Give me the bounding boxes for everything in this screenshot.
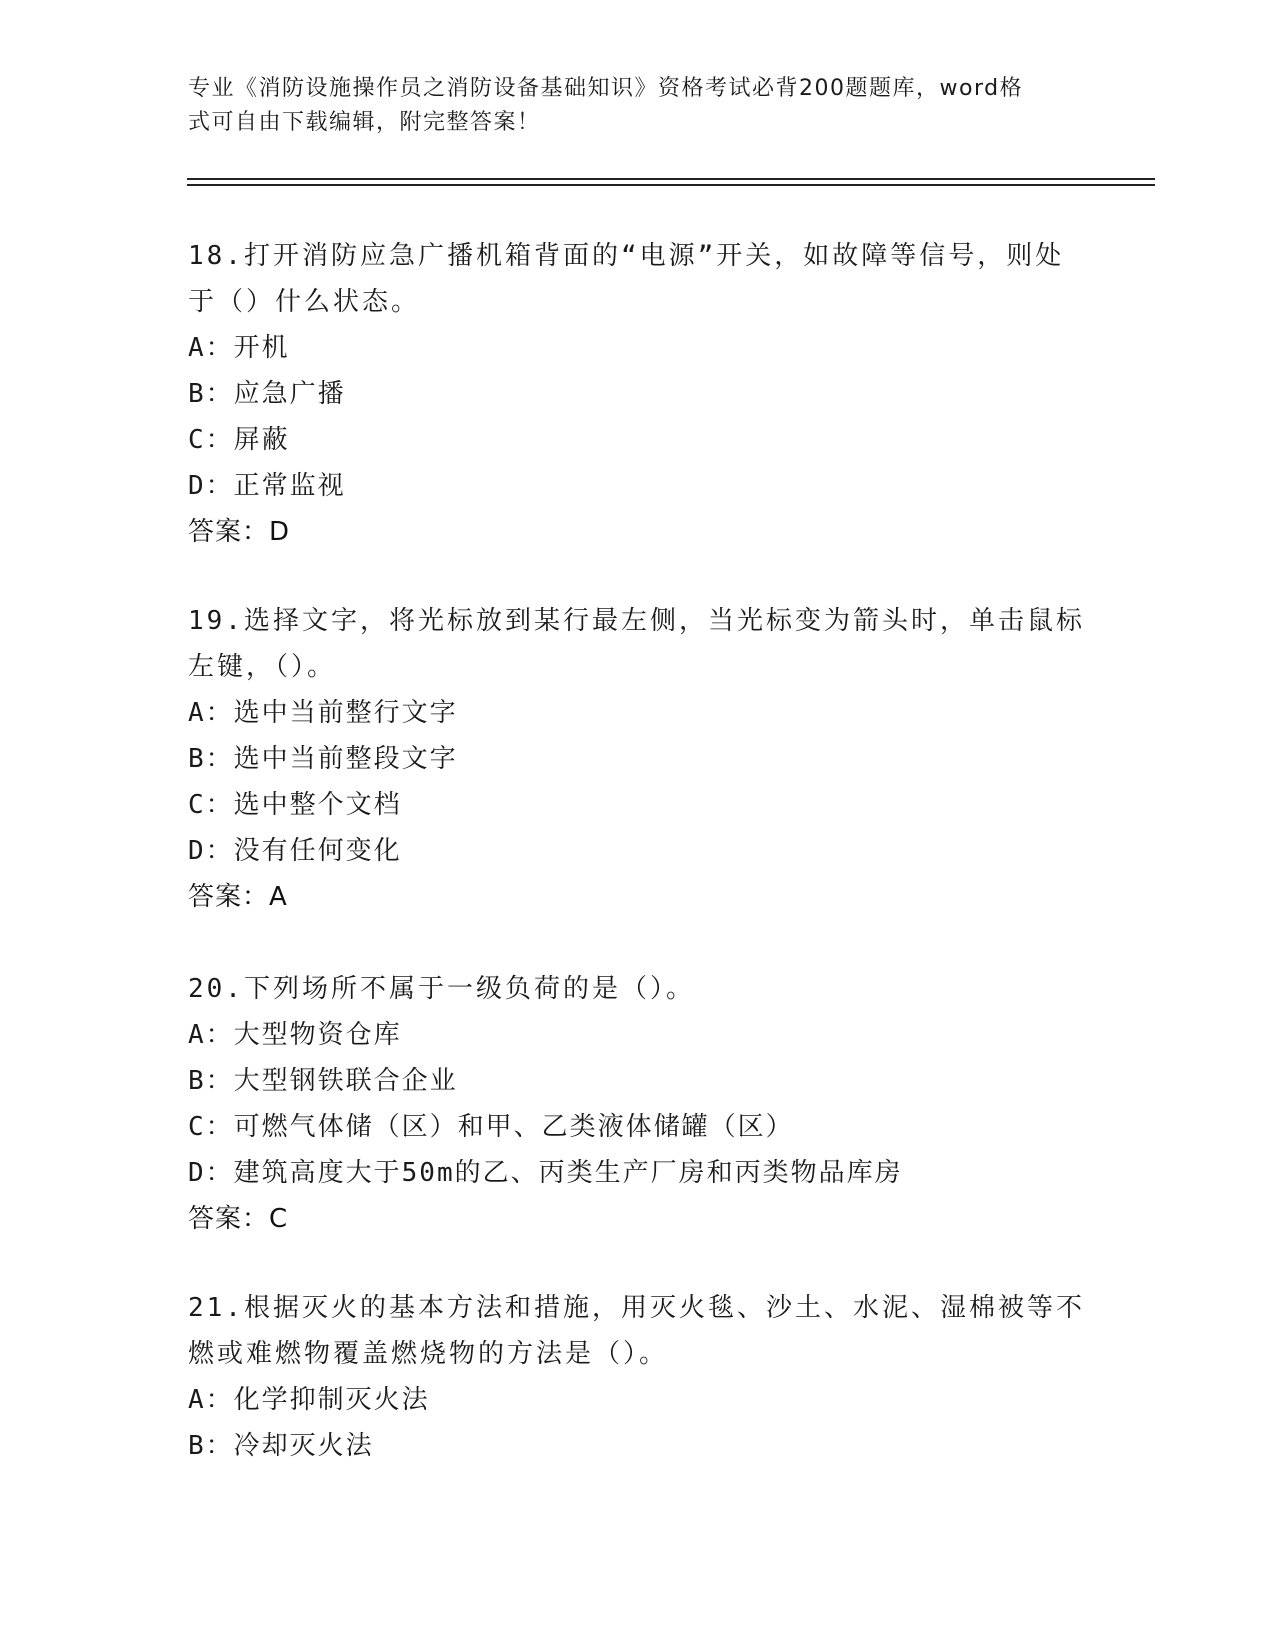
option-c: C：屏蔽 (188, 425, 290, 455)
question-stem-line: 21.根据灭火的基本方法和措施，用灭火毯、沙土、水泥、湿棉被等不 (188, 1293, 1085, 1323)
option-a: A：选中当前整行文字 (188, 698, 458, 728)
option-a: A：大型物资仓库 (188, 1020, 402, 1050)
answer-line: 答案：A (188, 882, 288, 912)
question-20 (188, 966, 1088, 1242)
header-line-2: 式可自由下载编辑，附完整答案！ (188, 110, 541, 135)
question-18 (188, 233, 1088, 555)
header-divider-bottom (187, 184, 1155, 186)
option-b: B：选中当前整段文字 (188, 744, 458, 774)
header-divider-top (187, 178, 1155, 180)
question-stem-line: 19.选择文字，将光标放到某行最左侧，当光标变为箭头时，单击鼠标 (188, 606, 1085, 636)
answer-line: 答案：C (188, 1204, 289, 1234)
header-line-1: 专业《消防设施操作员之消防设备基础知识》资格考试必背200题题库，word格 (188, 76, 1024, 101)
option-c: C：选中整个文档 (188, 790, 402, 820)
question-21 (188, 1285, 1088, 1469)
question-stem-line: 20.下列场所不属于一级负荷的是（）。 (188, 974, 695, 1004)
option-b: B：应急广播 (188, 379, 346, 409)
document-header (188, 72, 1068, 140)
option-c: C：可燃气体储（区）和甲、乙类液体储罐（区） (188, 1112, 794, 1142)
option-d: D：正常监视 (188, 471, 346, 501)
option-a: A：化学抑制灭火法 (188, 1385, 430, 1415)
question-stem-line: 于（）什么状态。 (188, 287, 421, 317)
answer-line: 答案：D (188, 517, 291, 547)
question-19 (188, 598, 1088, 920)
question-stem-line: 燃或难燃物覆盖燃烧物的方法是（）。 (188, 1339, 669, 1369)
option-a: A：开机 (188, 333, 290, 363)
question-stem-line: 18.打开消防应急广播机箱背面的“电源”开关，如故障等信号，则处 (188, 241, 1065, 271)
question-stem-line: 左键，（）。 (188, 652, 337, 682)
option-d: D：没有任何变化 (188, 836, 402, 866)
option-d: D：建筑高度大于50m的乙、丙类生产厂房和丙类物品库房 (188, 1158, 903, 1188)
option-b: B：冷却灭火法 (188, 1431, 374, 1461)
option-b: B：大型钢铁联合企业 (188, 1066, 458, 1096)
